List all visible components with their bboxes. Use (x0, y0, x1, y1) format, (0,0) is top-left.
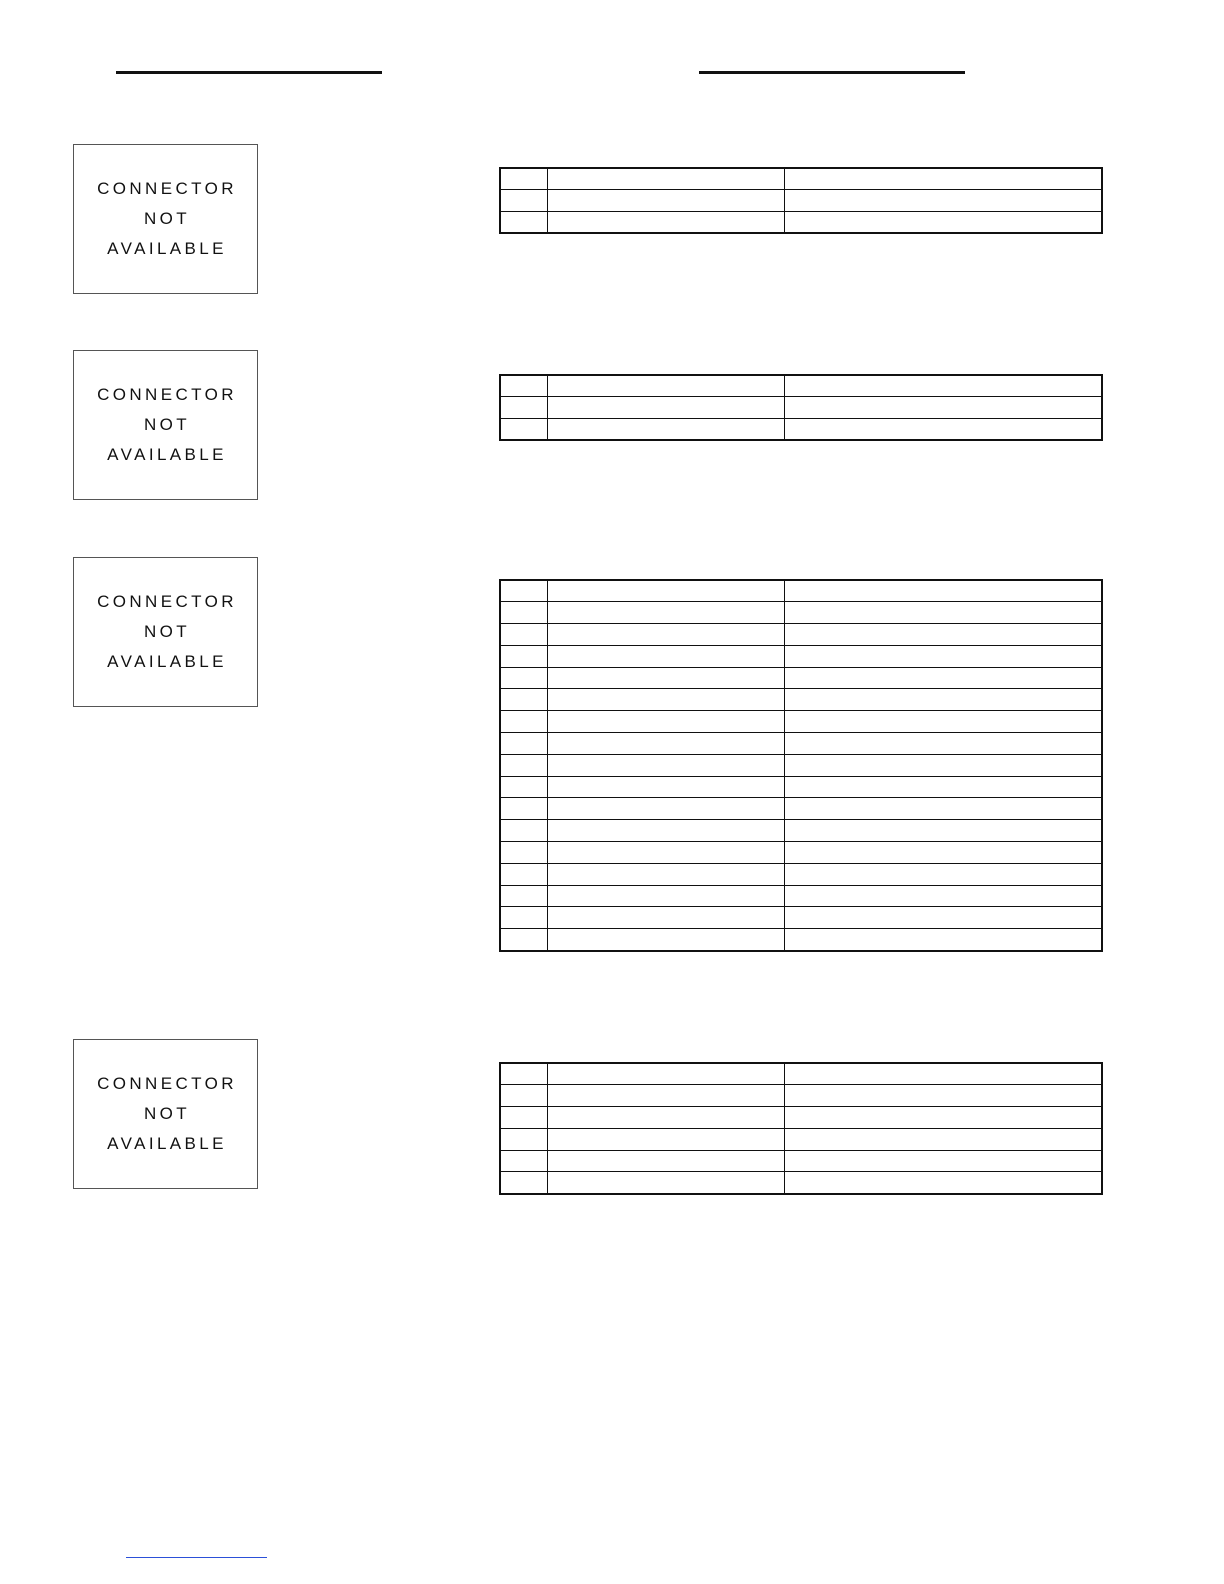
pin-table-3 (499, 579, 1103, 952)
wire-cell (547, 168, 784, 190)
table-row (500, 1107, 1102, 1129)
function-cell (784, 689, 1102, 711)
wire-cell (547, 798, 784, 820)
function-cell (784, 842, 1102, 864)
wire-cell (547, 1150, 784, 1172)
function-cell (784, 1085, 1102, 1107)
function-cell (784, 929, 1102, 951)
pin-cell (500, 1150, 547, 1172)
pin-cell (500, 375, 547, 397)
wire-cell (547, 711, 784, 733)
function-cell (784, 863, 1102, 885)
function-cell (784, 820, 1102, 842)
pin-cell (500, 929, 547, 951)
placeholder-line-available: AVAILABLE (107, 652, 227, 671)
placeholder-line-connector: CONNECTOR (97, 179, 237, 198)
table-row (500, 645, 1102, 667)
table-row (500, 711, 1102, 733)
function-cell (784, 419, 1102, 441)
function-cell (784, 1063, 1102, 1085)
table-row (500, 624, 1102, 646)
placeholder-line-connector: CONNECTOR (97, 385, 237, 404)
wire-cell (547, 624, 784, 646)
wire-cell (547, 733, 784, 755)
table-row (500, 842, 1102, 864)
table-row (500, 419, 1102, 441)
wire-cell (547, 1063, 784, 1085)
wire-cell (547, 820, 784, 842)
table-row (500, 907, 1102, 929)
connector-placeholder-2 (73, 350, 258, 500)
function-cell (784, 798, 1102, 820)
table-row (500, 397, 1102, 419)
wire-cell (547, 419, 784, 441)
function-cell (784, 190, 1102, 212)
function-cell (784, 1128, 1102, 1150)
pin-cell (500, 397, 547, 419)
wire-cell (547, 645, 784, 667)
table-row (500, 602, 1102, 624)
pin-table-1 (499, 167, 1103, 234)
placeholder-line-not: NOT (143, 622, 191, 641)
function-cell (784, 624, 1102, 646)
table-row (500, 1172, 1102, 1194)
table-row (500, 929, 1102, 951)
pin-cell (500, 1172, 547, 1194)
wire-cell (547, 1085, 784, 1107)
table-row (500, 885, 1102, 907)
wire-cell (547, 375, 784, 397)
pin-cell (500, 689, 547, 711)
function-cell (784, 733, 1102, 755)
wire-cell (547, 754, 784, 776)
wire-cell (547, 602, 784, 624)
pin-cell (500, 190, 547, 212)
function-cell (784, 212, 1102, 234)
pin-cell (500, 863, 547, 885)
pin-cell (500, 754, 547, 776)
placeholder-line-not: NOT (143, 209, 191, 228)
table-row (500, 820, 1102, 842)
pin-cell (500, 1063, 547, 1085)
function-cell (784, 1172, 1102, 1194)
pin-cell (500, 733, 547, 755)
pin-cell (500, 1085, 547, 1107)
placeholder-line-connector: CONNECTOR (97, 1074, 237, 1093)
placeholder-line-connector: CONNECTOR (97, 592, 237, 611)
table-row (500, 1063, 1102, 1085)
table-row (500, 1128, 1102, 1150)
pin-cell (500, 842, 547, 864)
table-row (500, 580, 1102, 602)
connector-placeholder-4 (73, 1039, 258, 1189)
wire-cell (547, 885, 784, 907)
table-row (500, 733, 1102, 755)
pin-cell (500, 667, 547, 689)
pin-cell (500, 580, 547, 602)
function-cell (784, 907, 1102, 929)
function-cell (784, 667, 1102, 689)
function-cell (784, 397, 1102, 419)
pin-cell (500, 711, 547, 733)
pin-cell (500, 907, 547, 929)
table-row (500, 1085, 1102, 1107)
table-row (500, 375, 1102, 397)
pin-table-2 (499, 374, 1103, 441)
pin-cell (500, 419, 547, 441)
connector-placeholder-3 (73, 557, 258, 707)
connector-placeholder-1 (73, 144, 258, 294)
wire-cell (547, 863, 784, 885)
function-cell (784, 885, 1102, 907)
pin-cell (500, 776, 547, 798)
wire-cell (547, 776, 784, 798)
function-cell (784, 711, 1102, 733)
wire-cell (547, 212, 784, 234)
function-cell (784, 1107, 1102, 1129)
footer-link-rule (126, 1557, 267, 1558)
wire-cell (547, 580, 784, 602)
function-cell (784, 602, 1102, 624)
table-row (500, 689, 1102, 711)
placeholder-line-available: AVAILABLE (107, 1134, 227, 1153)
table-row (500, 1150, 1102, 1172)
function-cell (784, 580, 1102, 602)
function-cell (784, 776, 1102, 798)
table-row (500, 212, 1102, 234)
placeholder-line-available: AVAILABLE (107, 239, 227, 258)
wire-cell (547, 842, 784, 864)
table-row (500, 863, 1102, 885)
pin-cell (500, 168, 547, 190)
pin-cell (500, 1128, 547, 1150)
pin-cell (500, 624, 547, 646)
table-row (500, 667, 1102, 689)
table-row (500, 776, 1102, 798)
pin-cell (500, 602, 547, 624)
wire-cell (547, 689, 784, 711)
pin-cell (500, 885, 547, 907)
pin-cell (500, 645, 547, 667)
header-rule-right (699, 71, 965, 74)
placeholder-line-available: AVAILABLE (107, 445, 227, 464)
function-cell (784, 375, 1102, 397)
header-rule-left (116, 71, 382, 74)
pin-table-4 (499, 1062, 1103, 1195)
pin-cell (500, 1107, 547, 1129)
pin-cell (500, 212, 547, 234)
wire-cell (547, 1107, 784, 1129)
table-row (500, 798, 1102, 820)
placeholder-line-not: NOT (143, 415, 191, 434)
function-cell (784, 645, 1102, 667)
pin-cell (500, 820, 547, 842)
placeholder-line-not: NOT (143, 1104, 191, 1123)
wire-cell (547, 1172, 784, 1194)
wire-cell (547, 667, 784, 689)
function-cell (784, 754, 1102, 776)
table-row (500, 190, 1102, 212)
wire-cell (547, 1128, 784, 1150)
function-cell (784, 1150, 1102, 1172)
wire-cell (547, 929, 784, 951)
wire-cell (547, 907, 784, 929)
wire-cell (547, 190, 784, 212)
table-row (500, 168, 1102, 190)
pin-cell (500, 798, 547, 820)
function-cell (784, 168, 1102, 190)
wire-cell (547, 397, 784, 419)
table-row (500, 754, 1102, 776)
